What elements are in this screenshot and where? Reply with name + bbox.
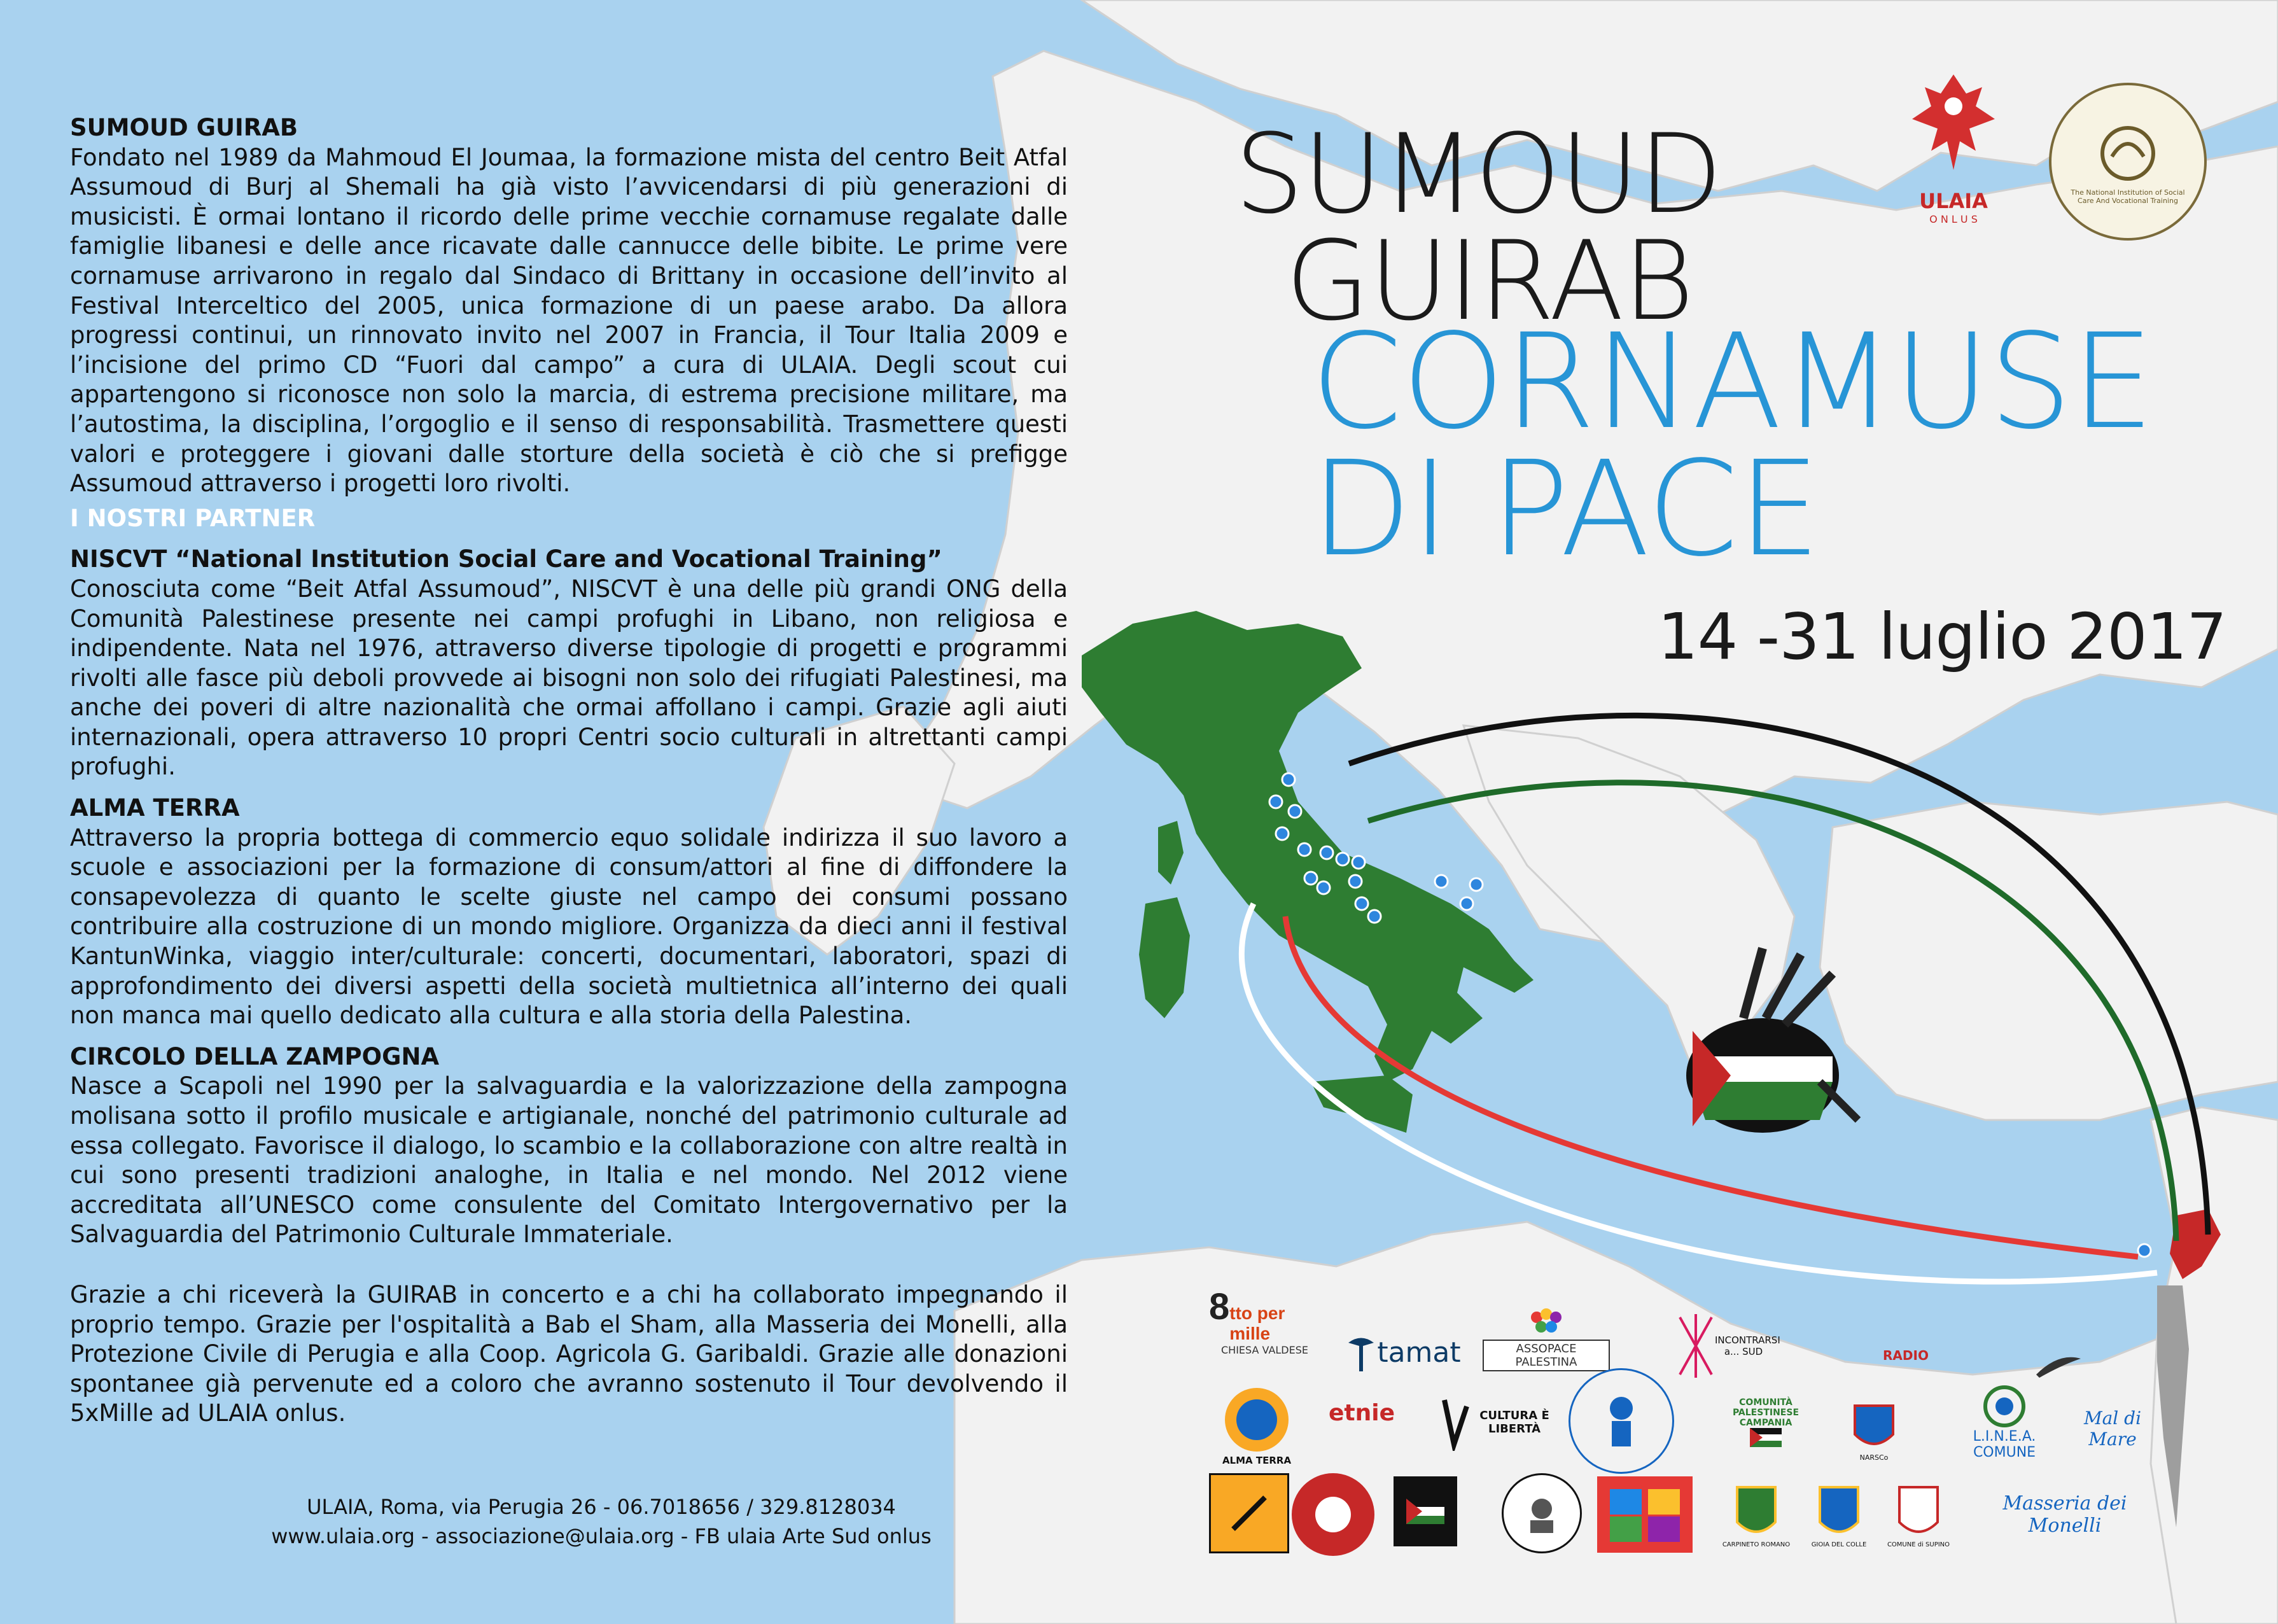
pattern-icon — [1677, 1314, 1715, 1378]
sumoud-body: Fondato nel 1989 da Mahmoud El Joumaa, la formazione mista del centro Beit Atfal Assumoud di Burj al Shemali ha già visto l’avvicendarsi di più generazioni di musicisti. È ormai lontano il ricordo delle prime vecchie cornamuse regalate dalle famiglie libanesi e delle ance ricavate dalle cannucce delle bibite. Le prime vere cornamuse arrivarono in regalo dal Sindaco di Brittany in occasione dell’invito al Festival Interceltico del 2005, unica formazione di un paese arabo. Da allora progressi continui, un rinnovato invito nel 2007 in Francia, il Tour Italia 2009 e l’incisione del primo CD “Fuori dal campo” a cura di ULAIA. Degli scout cui appartengono si riconosce non solo la marcia, di estrema precisione militare, ma l’autostima, la disciplina, l’orgoglio e il senso di responsabilità. Trasmettere questi valori e proteggere i giovani dalle storture della società è ciò che si prefigge Assumoud attraverso i progetti loro rivolti. — [70, 143, 1068, 498]
ulaia-logo — [1899, 60, 2008, 232]
zampogna-icon — [1227, 1491, 1271, 1536]
linea-comune-logo — [1941, 1384, 2068, 1460]
garibaldi-logo — [1597, 1476, 1693, 1553]
niscvt-heading: NISCVT “National Institution Social Care and Vocational Training” — [70, 545, 942, 573]
zampogna-logo — [1209, 1473, 1289, 1553]
incontrarsi-logo — [1670, 1311, 1778, 1381]
mal-di-mare-name: Mal di Mare — [2083, 1408, 2142, 1450]
alma-terra-logo — [1209, 1375, 1304, 1476]
niscvt-ring-text: The National Institution of Social Care And Vocational Training — [2071, 188, 2185, 205]
gioia-name: GIOIA DEL COLLE — [1811, 1541, 1867, 1548]
linea-comune-name: L.I.N.E.A. COMUNE — [1973, 1429, 2036, 1460]
dove-icon — [1527, 1308, 1565, 1340]
ulaia-figure-icon — [1906, 68, 2001, 189]
niscvt-body: Conosciuta come “Beit Atfal Assumoud”, NISCVT è una delle più grandi ONG della Comunità Palestinese presente nei campi profughi in Libano, non religiosa e indipendente. Nata nel 1976, attraverso diverse tipologie di progetti e programmi rivolti alle fasce più deboli provvede ai bisogni non solo dei rifugiati Palestinesi, ma anche dei poveri di altre nazionalità che ormai affollano i campi. Grazie agli aiuti internazionali, opera attraverso 10 propri Centri socio culturali in altrettanti campi profughi. — [70, 575, 1068, 781]
assopace-logo — [1483, 1298, 1610, 1381]
plum-logo — [2030, 1346, 2087, 1384]
portrait-icon — [1520, 1491, 1564, 1536]
subtitle — [1311, 305, 2154, 585]
tamat-name: tamat — [1377, 1336, 1461, 1369]
thanks-paragraph: Grazie a chi riceverà la GUIRAB in concerto e a chi ha collaborato impegnando il proprio tempo. Grazie per l'ospitalità a Bab el Sham, alla Masseria dei Monelli, alla Protezione Civile di Perugia e alla Coop. Agricola G. Garibaldi. Grazie alle donazioni spontanee già pervenute ed a coloro che avranno sostenuto il Tour devolvendo il 5xMille ad ULAIA onlus. — [70, 1280, 1068, 1427]
footer-web: www.ulaia.org - associazione@ulaia.org - FB ulaia Arte Sud onlus — [271, 1524, 932, 1548]
contact-footer — [261, 1492, 942, 1551]
comunita-palestinese-logo — [1718, 1387, 1813, 1457]
comunita-name: COMUNITÀ PALESTINESE CAMPANIA — [1732, 1397, 1799, 1428]
cultura-liberta-logo — [1432, 1387, 1559, 1457]
otto-per-mille-number: 8 — [1209, 1285, 1230, 1327]
portraits-icon — [1607, 1486, 1683, 1543]
cultura-name: CULTURA È LIBERTÀ — [1479, 1409, 1549, 1436]
land-anatolia — [1820, 802, 2278, 1120]
gioia-logo — [1804, 1473, 1874, 1559]
zampogna-heading: CIRCOLO DELLA ZAMPOGNA — [70, 1042, 440, 1070]
figure-icon — [1596, 1392, 1647, 1450]
assoc-ciyrenei-logo — [1569, 1368, 1674, 1474]
sumoud-heading: SUMOUD GUIRAB — [70, 114, 298, 141]
niscvt-logo — [2049, 83, 2207, 241]
crest-icon — [1852, 1403, 1896, 1453]
masseria-logo — [1973, 1483, 2157, 1546]
globe-icon — [1222, 1385, 1292, 1455]
alma-terra-heading: ALMA TERRA — [70, 794, 240, 822]
universita-perugia-logo — [1292, 1473, 1374, 1556]
alma-terra-name: ALMA TERRA — [1222, 1455, 1292, 1466]
gioia-crest-icon — [1817, 1484, 1861, 1541]
narsci-logo — [1842, 1397, 1906, 1467]
main-title — [1234, 110, 1722, 345]
chiesa-valdese-text: CHIESA VALDESE — [1221, 1343, 1308, 1356]
flag-icon — [1406, 1499, 1444, 1524]
etnie-name: etnie — [1328, 1399, 1395, 1426]
incontrarsi-name: INCONTRARSI a... SUD — [1715, 1334, 1780, 1357]
feather-icon — [2033, 1349, 2084, 1381]
mal-di-mare-logo — [2081, 1394, 2144, 1464]
tamat-logo — [1327, 1327, 1479, 1378]
supino-logo — [1883, 1473, 1953, 1559]
assopace-name: ASSOPACE PALESTINA — [1483, 1340, 1610, 1371]
hand-icon — [1438, 1394, 1476, 1451]
carpineto-logo — [1721, 1473, 1791, 1559]
supino-name: COMUNE di SUPINO — [1887, 1541, 1950, 1548]
title-line-1: SUMOUD — [1234, 110, 1722, 238]
footer-address: ULAIA, Roma, via Perugia 26 - 06.7018656 / 329.8128034 — [307, 1495, 896, 1519]
title-line-3: CORNAMUSE — [1311, 305, 2154, 458]
zampogna-body: Nasce a Scapoli nel 1990 per la salvaguardia e la valorizzazione della zampogna molisana sotto il profilo musicale e artigianale, nonché del patrimonio culturale ad essa collegato. Favorisce il dialogo, lo scambio e la collaborazione con altre realtà in cui sono presenti tradizioni analoghe, in Italia e nel mondo. Nel 2012 viene accreditata all’UNESCO come consulente del Comitato Intergovernativo per la Salvaguardia del Patrimonio Culturale Immateriale. — [70, 1072, 1068, 1249]
otto-per-mille-text: tto per mille — [1229, 1303, 1285, 1343]
partners-heading: I NOSTRI PARTNER — [70, 504, 316, 532]
round-seal-logo — [1502, 1473, 1582, 1553]
event-dates: 14 -31 luglio 2017 — [1658, 599, 2226, 674]
otto-per-mille-logo — [1209, 1285, 1320, 1355]
ulaia-sub: O N L U S — [1929, 213, 1978, 225]
masseria-name: Masseria dei Monelli — [2002, 1492, 2127, 1537]
etnie-logo — [1314, 1384, 1409, 1441]
alma-terra-body: Attraverso la propria bottega di commercio equo solidale indirizza il suo lavoro a scuole e associazioni per la formazione di consum/attori al fine di diffondere la consapevolezza di quanto le scelte giuste nel campo dei consumi possano contribuire alla costruzione di un mondo migliore. Organizza da dieci anni il festival KantunWinka, viaggio inter/culturale: concerti, documentari, laboratori, spazi di approfondimento dei diversi aspetti della società multietnica all’interno dei quali non manca mai quello dedicato alla cultura e alla storia della Palestina. — [70, 823, 1068, 1030]
title-line-2: GUIRAB — [1285, 217, 1693, 345]
circle-mark-icon — [1979, 1384, 2030, 1429]
niscvt-emblem-icon — [2093, 118, 2163, 188]
narsci-name: NARSCo — [1859, 1453, 1889, 1462]
palestine-flag-icon — [1750, 1428, 1782, 1447]
title-line-4: DI PACE — [1311, 433, 1820, 585]
resistenza-logo — [1394, 1476, 1457, 1546]
seal-icon — [1311, 1492, 1355, 1537]
ulaia-name: ULAIA — [1919, 188, 1988, 213]
tree-icon — [1345, 1333, 1377, 1371]
carpineto-crest-icon — [1734, 1484, 1778, 1541]
left-text-column — [70, 113, 1068, 1429]
supino-crest-icon — [1896, 1484, 1941, 1541]
radio-logo — [1864, 1340, 1947, 1371]
carpineto-name: CARPINETO ROMANO — [1722, 1541, 1791, 1548]
radio-name: RADIO — [1883, 1348, 1929, 1363]
